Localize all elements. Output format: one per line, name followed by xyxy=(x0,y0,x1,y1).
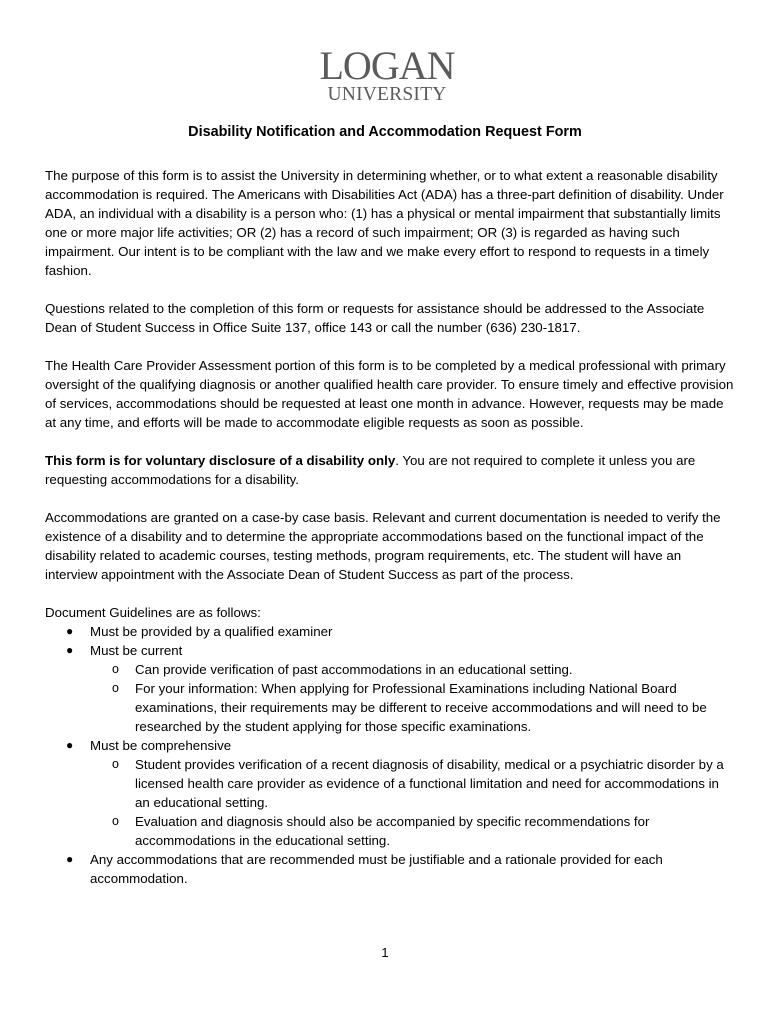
guidelines-list xyxy=(45,622,735,888)
list-item-text: Must be comprehensive xyxy=(90,738,232,753)
list-item-text: Must be provided by a qualified examiner xyxy=(90,624,333,639)
purpose-paragraph: The purpose of this form is to assist the University in determining whether, or to what extent a reasonable disability accommodation is required. The Americans with Disabilities Act (ADA) has a three-part definition of disability. Under ADA, an individual with a disability is a person who: (1) has a physical or mental impairment that substantially limits one or more major life activities; OR (2) has a record of such impairment; OR (3) is regarded as having such impairment. Our intent is to be compliant with the law and we make every effort to respond to requests in a timely fashion. xyxy=(45,168,724,278)
voluntary-paragraph xyxy=(45,451,735,489)
sub-list-item-text: Can provide verification of past accommodations in an educational setting. xyxy=(135,662,573,677)
assessment-paragraph: The Health Care Provider Assessment portion of this form is to be completed by a medical professional with primary oversight of the qualifying diagnosis or another qualified health care provider. To ensure timely and effective provision of services, accommodations should be requested at least one month in advance. However, requests may be made at any time, and efforts will be made to accommodate eligible requests as soon as possible. xyxy=(45,358,734,430)
case-basis-paragraph: Accommodations are granted on a case-by case basis. Relevant and current documentation is needed to verify the existence of a disability and to determine the appropriate accommodations based on the functional impact of the disability related to academic courses, testing methods, program requirements, etc. The student will have an interview appointment with the Associate Dean of Student Success as part of the process. xyxy=(45,510,721,582)
guidelines-heading: Document Guidelines are as follows: xyxy=(45,605,261,620)
circle-bullet-icon: o xyxy=(112,681,119,695)
bullet-icon: ● xyxy=(66,624,74,638)
sub-list xyxy=(90,755,735,850)
page-number: 1 xyxy=(381,945,389,960)
list-item xyxy=(45,622,735,641)
bullet-icon: ● xyxy=(66,852,74,866)
list-item-text: Must be current xyxy=(90,643,183,658)
list-item-text: Any accommodations that are recommended must be justifiable and a rationale provided for each accommodation. xyxy=(90,852,663,886)
voluntary-bold-text: This form is for voluntary disclosure of a disability only xyxy=(45,453,396,468)
list-item xyxy=(45,641,735,736)
logo-line-university: UNIVERSITY xyxy=(327,84,447,105)
list-item xyxy=(45,736,735,850)
sub-list-item-text: Evaluation and diagnosis should also be accompanied by specific recommendations for accommodations in the educational setting. xyxy=(135,814,650,848)
sub-list-item-text: For your information: When applying for Professional Examinations including National Board examinations, their requirements may be different to receive accommodations and will need to be researched by the student applying for those specific examinations. xyxy=(135,681,707,734)
circle-bullet-icon: o xyxy=(112,757,119,771)
form-title: Disability Notification and Accommodation Request Form xyxy=(188,124,582,140)
voluntary-text: . You are not required to complete it unless you are requesting accommodations for a disability. xyxy=(45,453,696,487)
list-item xyxy=(45,850,735,888)
questions-paragraph: Questions related to the completion of this form or requests for assistance should be addressed to the Associate Dean of Student Success in Office Suite 137, office 143 or call the number (636) 230-1817. xyxy=(45,301,705,335)
document-body xyxy=(45,166,735,888)
sub-list-item xyxy=(90,755,735,812)
logo-line-logan: LOGAN xyxy=(319,43,455,88)
sub-list-item xyxy=(90,660,735,679)
bullet-icon: ● xyxy=(66,643,74,657)
sub-list xyxy=(90,660,735,736)
university-logo xyxy=(316,43,458,105)
sub-list-item-text: Student provides verification of a recent diagnosis of disability, medical or a psychiatric disorder by a licensed health care provider as evidence of a functional limitation and need for accommodations in an educational setting. xyxy=(135,757,724,810)
bullet-icon: ● xyxy=(66,738,74,752)
sub-list-item xyxy=(90,679,735,736)
sub-list-item xyxy=(90,812,735,850)
circle-bullet-icon: o xyxy=(112,662,119,676)
circle-bullet-icon: o xyxy=(112,814,119,828)
